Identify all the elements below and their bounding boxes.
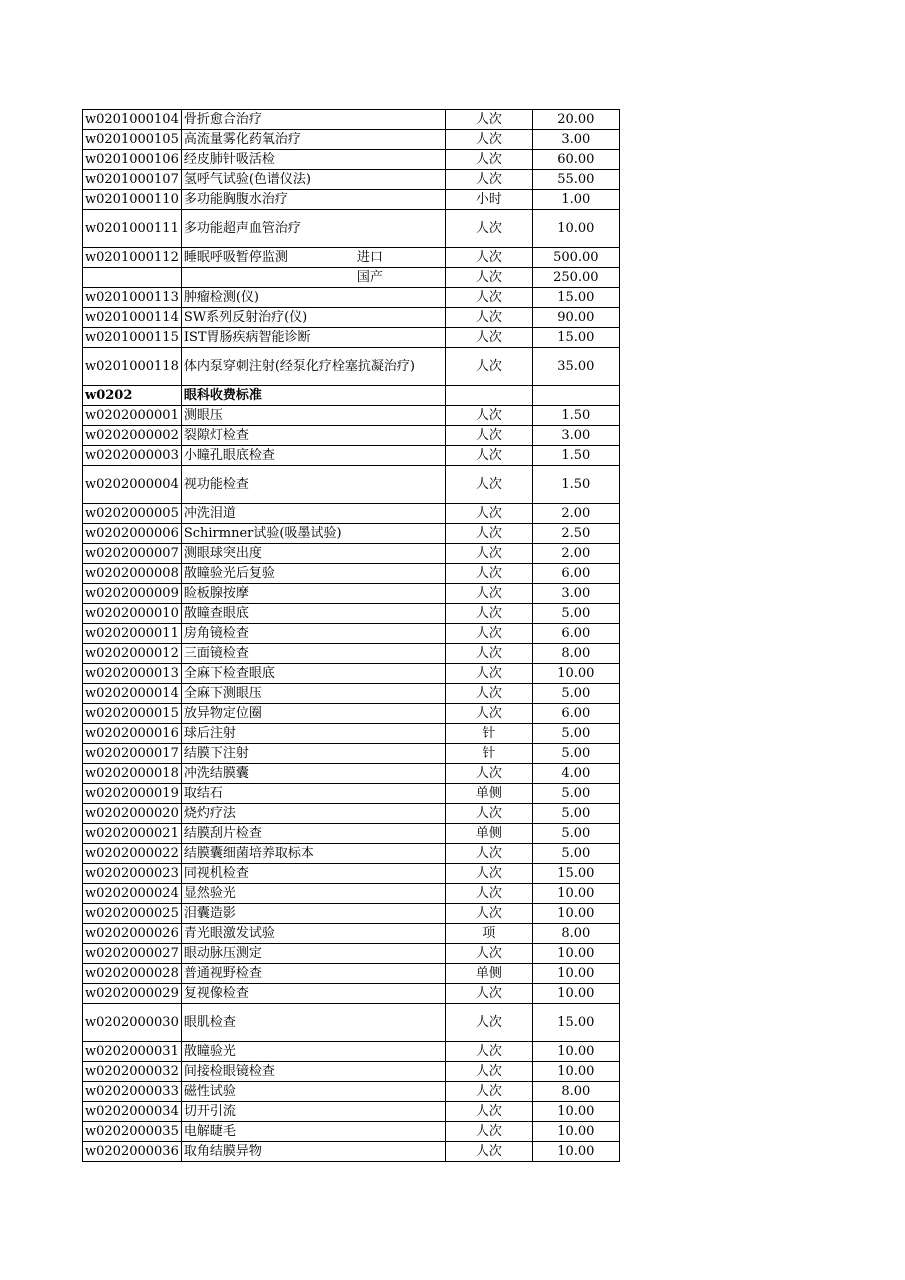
item-name: 散瞳查眼底 xyxy=(183,605,249,621)
item-unit-cell: 人次 xyxy=(445,268,532,288)
item-name: 眼肌检查 xyxy=(183,1014,236,1030)
table-row xyxy=(83,644,620,664)
item-unit-cell: 人次 xyxy=(445,804,532,824)
item-unit-cell: 人次 xyxy=(445,1082,532,1102)
item-price-cell: 2.50 xyxy=(532,524,619,544)
item-price-cell: 8.00 xyxy=(532,924,619,944)
item-name: SW系列反射治疗(仪) xyxy=(183,309,308,325)
item-unit-cell: 人次 xyxy=(445,170,532,190)
item-price-cell: 2.00 xyxy=(532,504,619,524)
item-name: 电解睫毛 xyxy=(183,1123,236,1139)
item-code-cell: w0202000008 xyxy=(83,564,182,584)
item-name: 骨折愈合治疗 xyxy=(183,111,262,127)
item-unit-cell: 人次 xyxy=(445,1062,532,1082)
table-row xyxy=(83,984,620,1004)
table-row xyxy=(83,308,620,328)
table-row xyxy=(83,664,620,684)
item-name: 肿瘤检测(仪) xyxy=(183,289,259,305)
item-price-cell: 5.00 xyxy=(532,824,619,844)
item-unit-cell: 人次 xyxy=(445,664,532,684)
item-name: 小瞳孔眼底检查 xyxy=(183,447,275,463)
item-unit-cell: 人次 xyxy=(445,524,532,544)
item-code-cell: w0202000031 xyxy=(83,1042,182,1062)
table-row xyxy=(83,744,620,764)
item-price-cell: 10.00 xyxy=(532,944,619,964)
item-name: 高流量雾化药氧治疗 xyxy=(183,131,301,147)
item-name-cell xyxy=(181,288,445,308)
item-name-cell xyxy=(181,248,445,268)
item-code-cell: w0201000114 xyxy=(83,308,182,328)
table-row xyxy=(83,328,620,348)
item-price-cell: 10.00 xyxy=(532,1122,619,1142)
item-unit-cell: 人次 xyxy=(445,764,532,784)
item-unit-cell: 人次 xyxy=(445,150,532,170)
item-name: 散瞳验光 xyxy=(183,1043,236,1059)
item-name-cell xyxy=(181,644,445,664)
item-code-cell: w0202000001 xyxy=(83,406,182,426)
item-code-cell: w0202000026 xyxy=(83,924,182,944)
item-name: 取角结膜异物 xyxy=(183,1143,262,1159)
item-name-cell xyxy=(181,964,445,984)
item-name-cell xyxy=(181,1082,445,1102)
item-unit-cell: 人次 xyxy=(445,406,532,426)
item-code-cell: w0201000113 xyxy=(83,288,182,308)
item-unit-cell: 人次 xyxy=(445,684,532,704)
item-name: 裂隙灯检查 xyxy=(183,427,249,443)
item-name-cell xyxy=(181,504,445,524)
item-name-cell xyxy=(181,804,445,824)
item-name-cell xyxy=(181,466,445,504)
table-row xyxy=(83,1004,620,1042)
item-name-cell xyxy=(181,664,445,684)
item-unit-cell: 人次 xyxy=(445,130,532,150)
item-name-cell xyxy=(181,110,445,130)
item-name-cell xyxy=(181,864,445,884)
table-row xyxy=(83,110,620,130)
table-row xyxy=(83,524,620,544)
item-unit-cell: 人次 xyxy=(445,944,532,964)
item-code-cell: w0202000010 xyxy=(83,604,182,624)
item-name: IST胃肠疾病智能诊断 xyxy=(183,329,311,345)
item-price-cell xyxy=(532,386,619,406)
item-code-cell: w0202000022 xyxy=(83,844,182,864)
item-unit-cell: 人次 xyxy=(445,248,532,268)
item-code-cell: w0202000021 xyxy=(83,824,182,844)
item-name-cell xyxy=(181,150,445,170)
item-name-cell xyxy=(181,904,445,924)
item-unit-cell: 人次 xyxy=(445,1142,532,1162)
item-unit-cell: 人次 xyxy=(445,984,532,1004)
item-name: 多功能超声血管治疗 xyxy=(183,220,301,236)
table-row xyxy=(83,1122,620,1142)
table-row xyxy=(83,964,620,984)
item-price-cell: 15.00 xyxy=(532,328,619,348)
fee-table-body xyxy=(83,110,620,1162)
table-row xyxy=(83,704,620,724)
item-unit-cell: 针 xyxy=(445,744,532,764)
item-name: 取结石 xyxy=(183,785,223,801)
item-price-cell: 6.00 xyxy=(532,564,619,584)
item-price-cell: 20.00 xyxy=(532,110,619,130)
item-price-cell: 5.00 xyxy=(532,744,619,764)
item-name: 泪囊造影 xyxy=(183,905,236,921)
table-row xyxy=(83,466,620,504)
item-name-cell xyxy=(181,764,445,784)
item-price-cell: 10.00 xyxy=(532,664,619,684)
item-price-cell: 8.00 xyxy=(532,1082,619,1102)
item-price-cell: 10.00 xyxy=(532,1102,619,1122)
item-code-cell: w0202000014 xyxy=(83,684,182,704)
item-code-cell: w0202000016 xyxy=(83,724,182,744)
item-code-cell: w0202000035 xyxy=(83,1122,182,1142)
item-price-cell: 5.00 xyxy=(532,724,619,744)
item-unit-cell: 人次 xyxy=(445,1102,532,1122)
item-name: 青光眼激发试验 xyxy=(183,925,275,941)
table-row xyxy=(83,170,620,190)
item-price-cell: 60.00 xyxy=(532,150,619,170)
table-row xyxy=(83,924,620,944)
item-name: 全麻下检查眼底 xyxy=(183,665,275,681)
item-price-cell: 15.00 xyxy=(532,1004,619,1042)
item-code-cell: w0202000020 xyxy=(83,804,182,824)
item-name: 球后注射 xyxy=(183,725,236,741)
item-unit-cell: 人次 xyxy=(445,504,532,524)
item-name: 放异物定位圈 xyxy=(183,705,262,721)
item-name-cell xyxy=(181,1004,445,1042)
item-unit-cell: 人次 xyxy=(445,564,532,584)
item-price-cell: 3.00 xyxy=(532,426,619,446)
item-name-cell xyxy=(181,348,445,386)
item-name: 氢呼气试验(色谱仪法) xyxy=(183,171,311,187)
item-code-cell: w0201000105 xyxy=(83,130,182,150)
item-name: 测眼压 xyxy=(183,407,223,423)
item-unit-cell: 单侧 xyxy=(445,784,532,804)
table-row xyxy=(83,1082,620,1102)
item-name-cell xyxy=(181,1062,445,1082)
fee-table xyxy=(82,109,620,1162)
table-row xyxy=(83,784,620,804)
item-name-cell xyxy=(181,604,445,624)
item-unit-cell: 人次 xyxy=(445,328,532,348)
item-code-cell: w0202000019 xyxy=(83,784,182,804)
item-price-cell: 8.00 xyxy=(532,644,619,664)
item-code-cell: w0201000110 xyxy=(83,190,182,210)
item-price-cell: 10.00 xyxy=(532,884,619,904)
table-row xyxy=(83,824,620,844)
item-unit-cell: 单侧 xyxy=(445,824,532,844)
item-code-cell: w0202000025 xyxy=(83,904,182,924)
item-name-cell xyxy=(181,190,445,210)
item-code-cell: w0202000003 xyxy=(83,446,182,466)
item-name-cell xyxy=(181,564,445,584)
item-name: 结膜囊细菌培养取标本 xyxy=(183,845,314,861)
item-name: 磁性试验 xyxy=(183,1083,236,1099)
item-unit-cell: 人次 xyxy=(445,348,532,386)
item-name: 结膜刮片检查 xyxy=(183,825,262,841)
item-unit-cell: 人次 xyxy=(445,624,532,644)
item-name: 结膜下注射 xyxy=(183,745,249,761)
item-price-cell: 10.00 xyxy=(532,210,619,248)
item-name-cell xyxy=(181,1122,445,1142)
item-name-cell xyxy=(181,724,445,744)
item-code-cell: w0201000111 xyxy=(83,210,182,248)
table-row xyxy=(83,1062,620,1082)
item-unit-cell: 人次 xyxy=(445,1122,532,1142)
item-unit-cell: 人次 xyxy=(445,864,532,884)
item-name: 切开引流 xyxy=(183,1103,236,1119)
item-price-cell: 90.00 xyxy=(532,308,619,328)
table-row xyxy=(83,446,620,466)
item-price-cell: 5.00 xyxy=(532,784,619,804)
item-unit-cell: 人次 xyxy=(445,544,532,564)
item-code-cell: w0202000018 xyxy=(83,764,182,784)
item-code-cell: w0202000011 xyxy=(83,624,182,644)
item-code-cell: w0201000118 xyxy=(83,348,182,386)
item-code-cell: w0201000107 xyxy=(83,170,182,190)
item-code-cell: w0202000030 xyxy=(83,1004,182,1042)
table-row xyxy=(83,544,620,564)
item-name-cell xyxy=(181,544,445,564)
item-name-cell xyxy=(181,784,445,804)
table-row xyxy=(83,348,620,386)
table-row xyxy=(83,884,620,904)
item-price-cell: 3.00 xyxy=(532,130,619,150)
item-code-cell: w0202000005 xyxy=(83,504,182,524)
item-code-cell: w0202000012 xyxy=(83,644,182,664)
table-row xyxy=(83,864,620,884)
item-name-cell xyxy=(181,308,445,328)
item-code-cell: w0202000006 xyxy=(83,524,182,544)
item-code-cell: w0202000007 xyxy=(83,544,182,564)
item-price-cell: 6.00 xyxy=(532,704,619,724)
item-unit-cell: 人次 xyxy=(445,704,532,724)
item-unit-cell: 人次 xyxy=(445,604,532,624)
item-unit-cell: 项 xyxy=(445,924,532,944)
item-unit-cell: 人次 xyxy=(445,644,532,664)
item-name: 测眼球突出度 xyxy=(183,545,262,561)
table-row xyxy=(83,248,620,268)
item-code-cell: w0202000033 xyxy=(83,1082,182,1102)
item-code-cell: w0201000112 xyxy=(83,248,182,268)
item-unit-cell: 人次 xyxy=(445,1004,532,1042)
item-name: 多功能胸腹水治疗 xyxy=(183,191,288,207)
item-unit-cell: 人次 xyxy=(445,210,532,248)
item-price-cell: 55.00 xyxy=(532,170,619,190)
item-code-cell: w0202000023 xyxy=(83,864,182,884)
table-row xyxy=(83,504,620,524)
item-name: 冲洗泪道 xyxy=(183,505,236,521)
item-price-cell: 5.00 xyxy=(532,604,619,624)
item-name: 全麻下测眼压 xyxy=(183,685,262,701)
item-name: 睡眠呼吸暂停监测 xyxy=(183,249,288,265)
item-price-cell: 5.00 xyxy=(532,844,619,864)
item-name-cell xyxy=(181,704,445,724)
item-name-cell xyxy=(181,406,445,426)
item-unit-cell: 人次 xyxy=(445,584,532,604)
item-unit-cell: 人次 xyxy=(445,288,532,308)
table-row xyxy=(83,288,620,308)
item-code-cell: w0202000029 xyxy=(83,984,182,1004)
item-price-cell: 1.50 xyxy=(532,466,619,504)
item-name: 视功能检查 xyxy=(183,476,249,492)
table-row xyxy=(83,624,620,644)
item-origin-label: 进口 xyxy=(356,249,383,265)
item-name-cell xyxy=(181,130,445,150)
item-price-cell: 1.00 xyxy=(532,190,619,210)
item-unit-cell: 人次 xyxy=(445,884,532,904)
item-name: 体内泵穿刺注射(经泵化疗栓塞抗凝治疗) xyxy=(183,358,415,374)
item-name-cell xyxy=(181,824,445,844)
item-price-cell: 6.00 xyxy=(532,624,619,644)
item-price-cell: 15.00 xyxy=(532,864,619,884)
item-name-cell xyxy=(181,844,445,864)
table-row xyxy=(83,190,620,210)
item-name-cell xyxy=(181,1142,445,1162)
item-unit-cell: 人次 xyxy=(445,110,532,130)
table-row xyxy=(83,564,620,584)
item-price-cell: 10.00 xyxy=(532,1142,619,1162)
table-row xyxy=(83,1142,620,1162)
item-name-cell xyxy=(181,944,445,964)
table-row xyxy=(83,844,620,864)
item-price-cell: 250.00 xyxy=(532,268,619,288)
item-code-cell: w0202000004 xyxy=(83,466,182,504)
item-code-cell: w0202000036 xyxy=(83,1142,182,1162)
item-code-cell: w0202000028 xyxy=(83,964,182,984)
item-unit-cell: 小时 xyxy=(445,190,532,210)
table-row xyxy=(83,406,620,426)
item-price-cell: 10.00 xyxy=(532,904,619,924)
table-row xyxy=(83,130,620,150)
item-name-cell xyxy=(181,1042,445,1062)
item-code-cell xyxy=(83,268,182,288)
table-row xyxy=(83,150,620,170)
item-name-cell xyxy=(181,584,445,604)
item-code-cell: w0201000115 xyxy=(83,328,182,348)
item-name-cell xyxy=(181,524,445,544)
item-name: 烧灼疗法 xyxy=(183,805,236,821)
item-code-cell: w0202000027 xyxy=(83,944,182,964)
table-row xyxy=(83,386,620,406)
item-code-cell: w0202000013 xyxy=(83,664,182,684)
table-row xyxy=(83,584,620,604)
item-price-cell: 4.00 xyxy=(532,764,619,784)
table-row xyxy=(83,904,620,924)
table-row xyxy=(83,210,620,248)
table-row xyxy=(83,944,620,964)
item-name: 经皮肺针吸活检 xyxy=(183,151,275,167)
item-price-cell: 3.00 xyxy=(532,584,619,604)
item-code-cell: w0202000009 xyxy=(83,584,182,604)
item-name-cell xyxy=(181,210,445,248)
item-name: 显然验光 xyxy=(183,885,236,901)
item-name-cell xyxy=(181,328,445,348)
item-unit-cell: 单侧 xyxy=(445,964,532,984)
table-row xyxy=(83,1042,620,1062)
table-row xyxy=(83,268,620,288)
item-name-cell xyxy=(181,924,445,944)
item-code-cell: w0202 xyxy=(83,386,182,406)
item-name: 眼动脉压测定 xyxy=(183,945,262,961)
table-row xyxy=(83,804,620,824)
item-unit-cell: 人次 xyxy=(445,446,532,466)
item-price-cell: 10.00 xyxy=(532,984,619,1004)
item-name: 房角镜检查 xyxy=(183,625,249,641)
item-name-cell xyxy=(181,624,445,644)
item-price-cell: 1.50 xyxy=(532,406,619,426)
table-row xyxy=(83,1102,620,1122)
item-unit-cell: 人次 xyxy=(445,466,532,504)
item-name: 间接检眼镜检查 xyxy=(183,1063,275,1079)
item-code-cell: w0202000024 xyxy=(83,884,182,904)
item-price-cell: 10.00 xyxy=(532,964,619,984)
item-price-cell: 1.50 xyxy=(532,446,619,466)
item-name: 同视机检查 xyxy=(183,865,249,881)
item-name-cell xyxy=(181,268,445,288)
item-name-cell xyxy=(181,426,445,446)
table-row xyxy=(83,426,620,446)
item-name: 普通视野检查 xyxy=(183,965,262,981)
item-name: 复视像检查 xyxy=(183,985,249,1001)
item-name-cell xyxy=(181,744,445,764)
item-name: 三面镜检查 xyxy=(183,645,249,661)
item-origin-label: 国产 xyxy=(356,269,383,285)
table-row xyxy=(83,724,620,744)
item-name-cell xyxy=(181,884,445,904)
table-row xyxy=(83,604,620,624)
item-name: Schirmner试验(吸墨试验) xyxy=(183,525,342,541)
item-unit-cell: 人次 xyxy=(445,1042,532,1062)
item-code-cell: w0202000032 xyxy=(83,1062,182,1082)
item-code-cell: w0202000034 xyxy=(83,1102,182,1122)
item-price-cell: 2.00 xyxy=(532,544,619,564)
item-price-cell: 5.00 xyxy=(532,804,619,824)
item-unit-cell: 针 xyxy=(445,724,532,744)
table-row xyxy=(83,764,620,784)
item-price-cell: 10.00 xyxy=(532,1062,619,1082)
item-price-cell: 5.00 xyxy=(532,684,619,704)
item-name: 散瞳验光后复验 xyxy=(183,565,275,581)
item-code-cell: w0202000002 xyxy=(83,426,182,446)
item-name-cell xyxy=(181,1102,445,1122)
item-price-cell: 10.00 xyxy=(532,1042,619,1062)
item-price-cell: 15.00 xyxy=(532,288,619,308)
item-code-cell: w0202000015 xyxy=(83,704,182,724)
item-unit-cell xyxy=(445,386,532,406)
item-name-cell xyxy=(181,170,445,190)
item-unit-cell: 人次 xyxy=(445,844,532,864)
item-unit-cell: 人次 xyxy=(445,308,532,328)
item-unit-cell: 人次 xyxy=(445,904,532,924)
item-name-cell xyxy=(181,684,445,704)
item-name-cell xyxy=(181,386,445,406)
item-name: 眼科收费标准 xyxy=(183,387,262,403)
item-code-cell: w0201000104 xyxy=(83,110,182,130)
item-name-cell xyxy=(181,984,445,1004)
table-row xyxy=(83,684,620,704)
item-price-cell: 35.00 xyxy=(532,348,619,386)
item-name: 冲洗结膜囊 xyxy=(183,765,249,781)
item-name-cell xyxy=(181,446,445,466)
item-price-cell: 500.00 xyxy=(532,248,619,268)
item-code-cell: w0201000106 xyxy=(83,150,182,170)
item-code-cell: w0202000017 xyxy=(83,744,182,764)
item-name: 睑板腺按摩 xyxy=(183,585,249,601)
item-unit-cell: 人次 xyxy=(445,426,532,446)
